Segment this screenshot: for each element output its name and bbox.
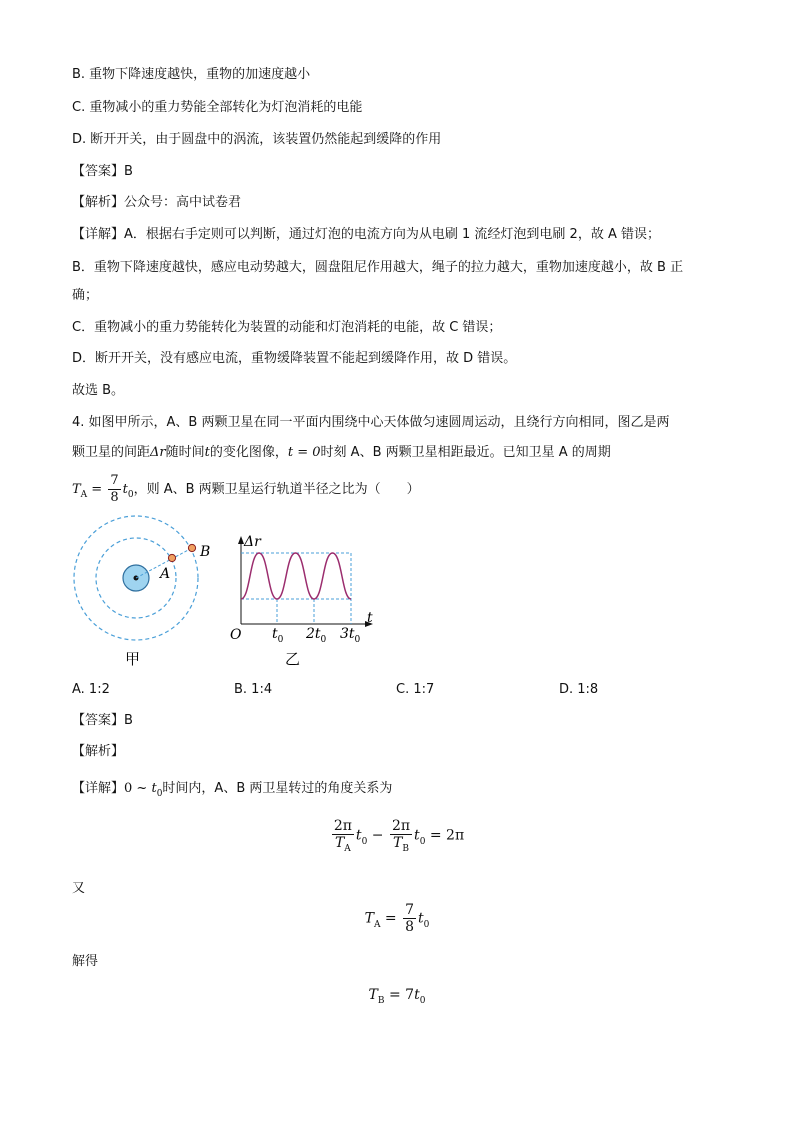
option-d-q4: D. 1:8 xyxy=(559,682,599,697)
q4-text: 时间内，A、B 两卫星转过的角度关系为 xyxy=(162,781,393,796)
figure-yi xyxy=(228,532,388,672)
q4-stem-line1: 4. 如图甲所示，A、B 两颗卫星在同一平面内围绕中心天体做匀速圆周运动，且绕行方向相同，图乙是两 xyxy=(72,415,670,430)
fraction-1: $\frac{2\pi}{T_A}$ xyxy=(333,818,352,854)
y-axis-label: Δr xyxy=(244,534,261,550)
q4-text: 【详解】 xyxy=(72,781,125,796)
q4-text: 的变化图像， xyxy=(209,445,288,460)
fraction-2: $\frac{2\pi}{T_B}$ xyxy=(391,818,411,854)
tick-t0: $t_0$ xyxy=(272,626,284,645)
q4-detail-intro xyxy=(72,780,392,799)
q4-text: 颗卫星的间距 xyxy=(72,445,151,460)
q4-text: 时刻 A、B 两颗卫星相距最近。已知卫星 A 的周期 xyxy=(320,445,611,460)
conclusion: 故选 B。 xyxy=(72,383,125,398)
jiede-label: 解得 xyxy=(72,954,99,969)
fraction xyxy=(108,473,120,506)
caption-yi: 乙 xyxy=(285,650,301,668)
q4-stem-line3 xyxy=(72,473,420,508)
equation-tb: $T_B = 7t_0$ xyxy=(368,987,426,1006)
q4-answer: 【答案】B xyxy=(72,713,133,728)
detail-line-b-cont: 确； xyxy=(72,288,99,303)
fraction-denominator: 8 xyxy=(110,490,119,505)
range-text: 0 ~ xyxy=(124,781,152,796)
q4-stem-line2 xyxy=(72,444,611,462)
t0-symbol: t xyxy=(122,482,128,497)
x-axis-label: t xyxy=(367,610,373,626)
detail-line-a: 【详解】A．根据右手定则可以判断，通过灯泡的电流方向为从电刷 1 流经灯泡到电刷 2，故 A 错误； xyxy=(72,227,660,242)
equation-angle: $\frac{2\pi}{T_A}$ $t_0$ − $\frac{2\pi}{T_B}$ $t_0 = 2\pi$ xyxy=(333,818,465,854)
q4-text: ，则 A、B 两颗卫星运行轨道半径之比为（ ） xyxy=(133,482,420,497)
caption-jia: 甲 xyxy=(125,650,141,668)
option-d: D. 断开开关，由于圆盘中的涡流，该装置仍然能起到缓降的作用 xyxy=(72,132,442,147)
t-equals-zero: t = 0 xyxy=(287,445,321,460)
analysis-label: 【解析】公众号：高中试卷君 xyxy=(72,195,242,210)
t0-subscript: 0 xyxy=(156,789,163,799)
q4-analysis: 【解析】 xyxy=(72,744,125,759)
t-symbol: t xyxy=(204,445,210,460)
option-b: B. 重物下降速度越快，重物的加速度越小 xyxy=(72,67,311,82)
label-a: A xyxy=(160,566,171,582)
origin-label: O xyxy=(230,627,242,643)
q4-text: 随时间 xyxy=(165,445,205,460)
equation-ta: $T_A$ = $\frac{7}{8}$ $t_0$ xyxy=(364,902,430,935)
option-c-q4: C. 1:7 xyxy=(396,682,435,697)
detail-line-c: C．重物减小的重力势能转化为装置的动能和灯泡消耗的电能，故 C 错误； xyxy=(72,320,502,335)
t0-subscript: 0 xyxy=(127,490,134,500)
satellite-b xyxy=(188,544,195,551)
you-label: 又 xyxy=(72,881,86,896)
figure-jia xyxy=(68,512,218,672)
satellite-a xyxy=(168,554,175,561)
tick-3t0: $3t_0$ xyxy=(340,626,361,645)
option-a: A. 1:2 xyxy=(72,682,110,697)
tick-2t0: $2t_0$ xyxy=(306,626,327,645)
delta-r-symbol: Δr xyxy=(150,445,166,460)
fraction-numerator: 7 xyxy=(110,473,119,488)
equals-sign: = xyxy=(87,482,107,497)
delta-r-curve xyxy=(241,553,351,599)
label-b: B xyxy=(200,544,211,560)
fraction-3: $\frac{7}{8}$ xyxy=(405,902,415,935)
period-subscript: A xyxy=(80,490,88,500)
option-b-q4: B. 1:4 xyxy=(234,682,273,697)
period-symbol: T xyxy=(72,482,81,497)
detail-line-b: B．重物下降速度越快，感应电动势越大，圆盘阻尼作用越大，绳子的拉力越大，重物加速度越小，故 B 正 xyxy=(72,260,684,275)
t0-symbol: t xyxy=(151,781,157,796)
detail-line-d: D．断开开关，没有感应电流，重物缓降装置不能起到缓降作用，故 D 错误。 xyxy=(72,351,517,366)
answer-label: 【答案】B xyxy=(72,164,133,179)
option-c: C. 重物减小的重力势能全部转化为灯泡消耗的电能 xyxy=(72,100,363,115)
